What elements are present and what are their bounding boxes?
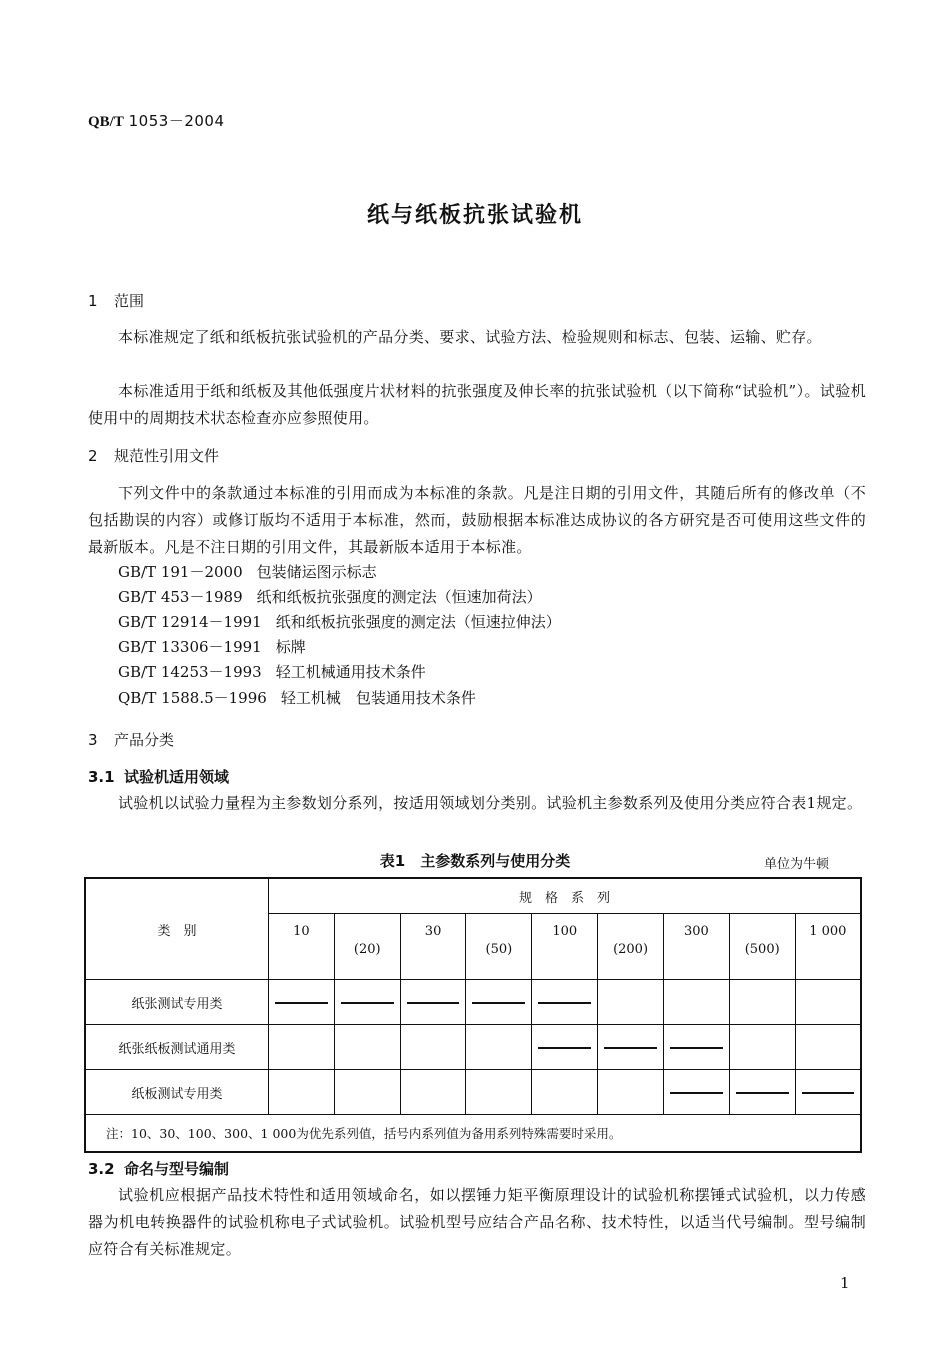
series-value: 1 000 [795, 914, 861, 980]
applicability-cell [663, 1025, 729, 1070]
reference-code: QB/T 1588.5－1996 [118, 689, 267, 707]
applicability-cell [729, 1070, 795, 1115]
applicability-cell [400, 1025, 466, 1070]
applicability-bar [275, 1002, 328, 1004]
applicability-cell [334, 980, 400, 1025]
reference-title: 纸和纸板抗张强度的测定法（恒速拉伸法） [275, 613, 561, 631]
section-3-1-paragraph-1: 试验机以试验力量程为主参数划分系列，按适用领域划分类别。试验机主参数系列及使用分类应符合表1规定。 [118, 794, 863, 812]
reference-item [118, 561, 377, 582]
section-title: 规范性引用文件 [114, 447, 220, 465]
reference-title: 轻工机械 包装通用技术条件 [280, 689, 476, 707]
reference-item [118, 636, 306, 657]
applicability-bar [538, 1047, 591, 1049]
applicability-bar [736, 1092, 789, 1094]
applicability-bar [802, 1092, 854, 1094]
category-header: 类 别 [85, 878, 269, 980]
applicability-cell [663, 1070, 729, 1115]
reference-code: GB/T 13306－1991 [118, 638, 262, 656]
section-number: 1 [88, 292, 98, 310]
applicability-cell [532, 1070, 598, 1115]
applicability-cell [795, 1070, 861, 1115]
series-value: 10 [269, 914, 335, 980]
applicability-cell [729, 1025, 795, 1070]
section-3-2-heading [88, 1158, 229, 1179]
series-value: (20) [334, 914, 400, 980]
applicability-cell [663, 980, 729, 1025]
reference-item [118, 687, 476, 708]
applicability-cell [334, 1070, 400, 1115]
reference-title: 标牌 [275, 638, 306, 656]
applicability-bar [670, 1047, 723, 1049]
applicability-cell [532, 1025, 598, 1070]
applicability-cell [466, 1025, 532, 1070]
section-3-1-heading [88, 766, 229, 787]
applicability-bar [472, 1002, 525, 1004]
reference-code: GB/T 14253－1993 [118, 663, 262, 681]
reference-item [118, 661, 426, 682]
applicability-bar [538, 1002, 591, 1004]
series-value: (500) [729, 914, 795, 980]
reference-item [118, 611, 561, 632]
section-2-heading [88, 445, 219, 466]
category-label: 纸张纸板测试通用类 [85, 1025, 269, 1070]
applicability-cell [334, 1025, 400, 1070]
applicability-cell [400, 1070, 466, 1115]
category-label: 纸张测试专用类 [85, 980, 269, 1025]
table-note: 注：10、30、100、300、1 000为优先系列值，括号内系列值为备用系列特殊需要时采用。 [85, 1115, 861, 1153]
standard-code-number: 1053－2004 [128, 112, 225, 130]
standard-code-prefix: QB/T [88, 114, 124, 130]
applicability-bar [407, 1002, 460, 1004]
reference-code: GB/T 12914－1991 [118, 613, 262, 631]
category-row [85, 1070, 861, 1115]
reference-title: 轻工机械通用技术条件 [275, 663, 426, 681]
series-value: 30 [400, 914, 466, 980]
series-header: 规 格 系 列 [269, 878, 862, 914]
reference-code: GB/T 453－1989 [118, 588, 243, 606]
category-row [85, 1025, 861, 1070]
applicability-cell [598, 980, 664, 1025]
table-caption: 表1 主参数系列与使用分类 [379, 852, 571, 870]
section-title: 范围 [114, 292, 145, 310]
section-3-heading [88, 729, 174, 750]
series-value: (50) [466, 914, 532, 980]
series-value: (200) [598, 914, 664, 980]
applicability-cell [269, 1070, 335, 1115]
spec-table [84, 877, 862, 1153]
section-title: 命名与型号编制 [124, 1160, 230, 1178]
section-title: 产品分类 [114, 731, 175, 749]
applicability-cell [400, 980, 466, 1025]
section-number: 2 [88, 447, 98, 465]
reference-title: 纸和纸板抗张强度的测定法（恒速加荷法） [256, 588, 542, 606]
section-2-paragraph-1: 下列文件中的条款通过本标准的引用而成为本标准的条款。凡是注日期的引用文件，其随后所有的修改单（不包括勘误的内容）或修订版均不适用于本标准，然而，鼓励根据本标准达成协议的各方研究是否可使用这些文件的最新版本。凡是不注日期的引用文件，其最新版本适用于本标准。 [88, 484, 866, 556]
series-value: 100 [532, 914, 598, 980]
reference-item [118, 586, 542, 607]
reference-title: 包装储运图示标志 [256, 563, 377, 581]
series-value: 300 [663, 914, 729, 980]
applicability-bar [341, 1002, 394, 1004]
section-1-heading [88, 290, 144, 311]
applicability-bar [670, 1092, 723, 1094]
applicability-cell [532, 980, 598, 1025]
category-row [85, 980, 861, 1025]
applicability-cell [269, 980, 335, 1025]
reference-code: GB/T 191－2000 [118, 563, 243, 581]
table-unit: 单位为牛顿 [764, 857, 830, 872]
section-number: 3.1 [88, 768, 115, 786]
applicability-cell [795, 1025, 861, 1070]
applicability-cell [795, 980, 861, 1025]
category-label: 纸板测试专用类 [85, 1070, 269, 1115]
applicability-cell [269, 1025, 335, 1070]
applicability-cell [466, 980, 532, 1025]
applicability-cell [598, 1070, 664, 1115]
applicability-bar [604, 1047, 657, 1049]
section-number: 3 [88, 731, 98, 749]
section-title: 试验机适用领域 [124, 768, 230, 786]
section-1-paragraph-2: 本标准适用于纸和纸板及其他低强度片状材料的抗张强度及伸长率的抗张试验机（以下简称“试验机”）。试验机使用中的周期技术状态检查亦应参照使用。 [88, 382, 866, 427]
applicability-cell [598, 1025, 664, 1070]
document-title: 纸与纸板抗张试验机 [366, 203, 583, 228]
section-1-paragraph-1: 本标准规定了纸和纸板抗张试验机的产品分类、要求、试验方法、检验规则和标志、包装、运输、贮存。 [118, 328, 822, 346]
section-3-2-paragraph-1: 试验机应根据产品技术特性和适用领域命名，如以摆锤力矩平衡原理设计的试验机称摆锤式试验机，以力传感器为机电转换器件的试验机称电子式试验机。试验机型号应结合产品名称、技术特性，以适当代号编制。型号编制应符合有关标准规定。 [88, 1186, 866, 1258]
page-number: 1 [840, 1274, 850, 1292]
standard-code [88, 110, 225, 131]
applicability-cell [466, 1070, 532, 1115]
section-number: 3.2 [88, 1160, 115, 1178]
applicability-cell [729, 980, 795, 1025]
